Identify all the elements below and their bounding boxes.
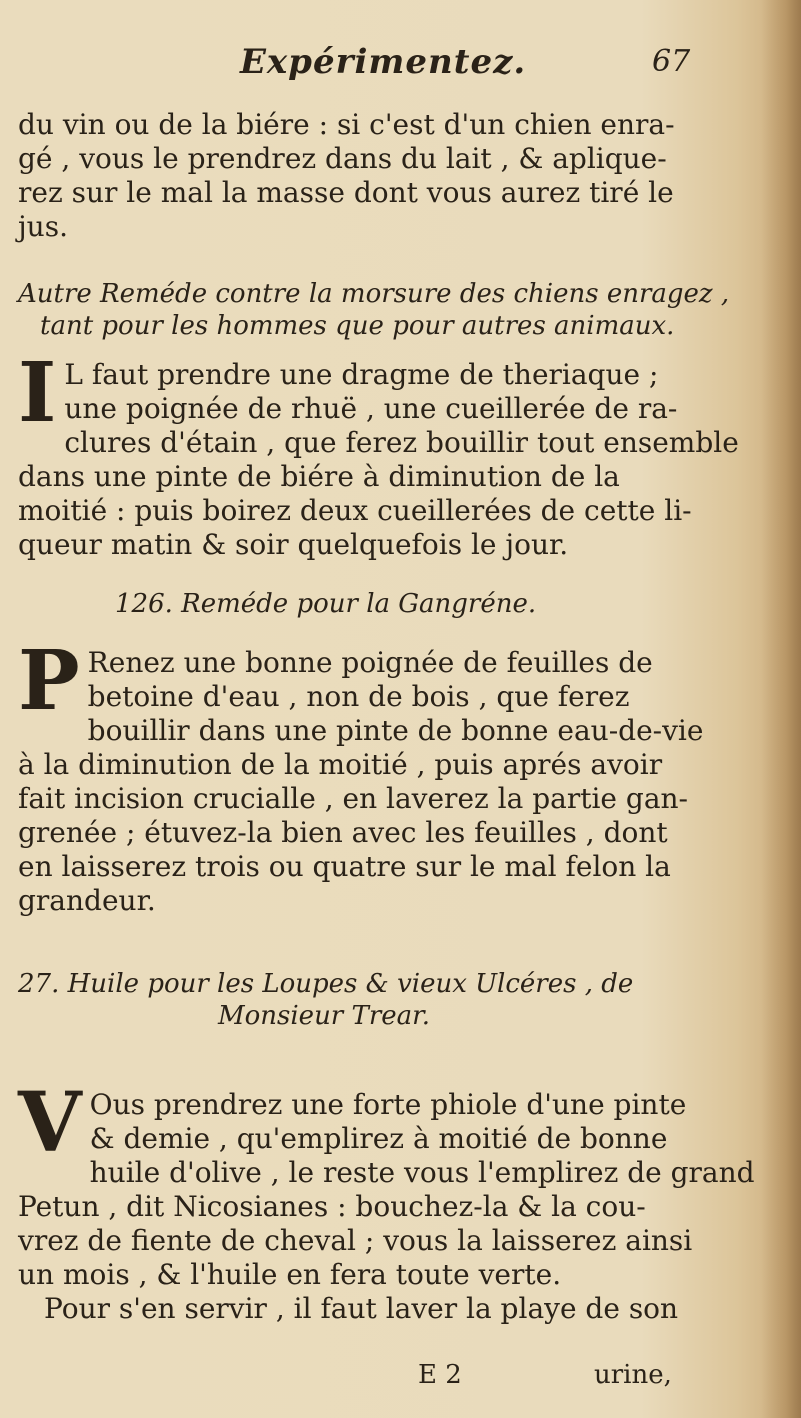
text-line: Renez une bonne poignée de feuilles de <box>87 646 653 679</box>
remedy-rage-heading <box>18 278 730 342</box>
text-line: Petun , dit Nicosianes : bouchez-la & la cou- <box>18 1190 646 1223</box>
text-line: à la diminution de la moitié , puis aprés avoir <box>18 748 663 781</box>
text-line: jus. <box>18 210 68 243</box>
signature-mark: E 2 <box>418 1360 462 1390</box>
heading-line: Monsieur Trear. <box>218 1001 430 1031</box>
remedy-rage-body <box>18 345 739 562</box>
paragraph-continuation <box>18 108 678 244</box>
oil-remedy-heading <box>18 968 678 1032</box>
drop-capital: V <box>18 1075 82 1171</box>
catchword: urine, <box>594 1360 672 1390</box>
heading-line: 27. Huile pour les Loupes & vieux Ulcéres , de <box>18 969 634 999</box>
text-line: Pour s'en servir , il faut laver la playe de son <box>44 1292 679 1325</box>
heading-line: 126. Reméde pour la Gangréne. <box>115 589 537 619</box>
text-line: Ous prendrez une forte phiole d'une pinte <box>89 1088 687 1121</box>
remedy-gangrene-body <box>18 633 704 918</box>
page-footer <box>0 1360 801 1396</box>
text-line: huile d'olive , le reste vous l'emplirez de grand <box>89 1156 755 1189</box>
text-line: queur matin & soir quelquefois le jour. <box>18 528 569 561</box>
text-line: grandeur. <box>18 884 156 917</box>
page-edge <box>761 0 801 1418</box>
text-line: fait incision crucialle , en laverez la partie gan- <box>18 782 689 815</box>
heading-line: tant pour les hommes que pour autres animaux. <box>40 311 675 341</box>
drop-capital: P <box>18 633 80 729</box>
page-number: 67 <box>652 44 691 79</box>
text-line: vrez de fiente de cheval ; vous la laisserez ainsi <box>18 1224 693 1257</box>
text-line: clures d'étain , que ferez bouillir tout ensemble <box>64 426 739 459</box>
text-line: L faut prendre une dragme de theriaque ; <box>64 358 659 391</box>
text-line: dans une pinte de biére à diminution de la <box>18 460 620 493</box>
running-header <box>0 42 801 92</box>
text-line: en laisserez trois ou quatre sur le mal felon la <box>18 850 671 883</box>
drop-capital: I <box>18 345 57 441</box>
text-line: betoine d'eau , non de bois , que ferez <box>87 680 630 713</box>
text-line: une poignée de rhuë , une cueillerée de ra- <box>64 392 678 425</box>
text-line: grenée ; étuvez-la bien avec les feuilles , dont <box>18 816 668 849</box>
heading-line: Autre Reméde contre la morsure des chiens enragez , <box>18 279 730 309</box>
text-line: & demie , qu'emplirez à moitié de bonne <box>89 1122 668 1155</box>
text-line: rez sur le mal la masse dont vous aurez tiré le <box>18 176 674 209</box>
running-title: Expérimentez. <box>240 42 527 82</box>
text-line: du vin ou de la biére : si c'est d'un chien enra- <box>18 108 675 141</box>
text-line: un mois , & l'huile en fera toute verte. <box>18 1258 562 1291</box>
text-line: bouillir dans une pinte de bonne eau-de-vie <box>87 714 704 747</box>
text-line: gé , vous le prendrez dans du lait , & aplique- <box>18 142 667 175</box>
remedy-gangrene-heading <box>115 588 775 620</box>
oil-remedy-body <box>18 1075 755 1326</box>
text-line: moitié : puis boirez deux cueillerées de cette li- <box>18 494 692 527</box>
